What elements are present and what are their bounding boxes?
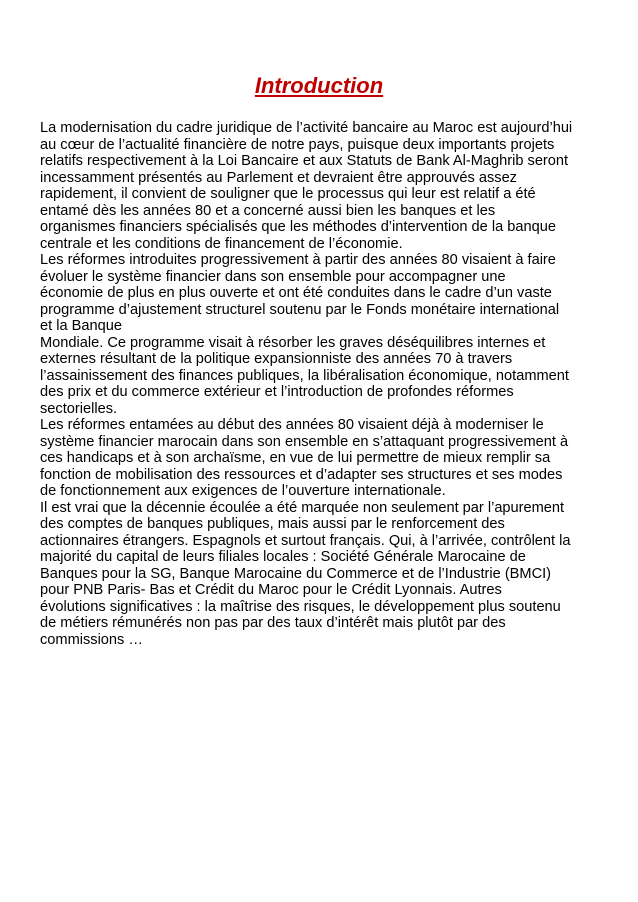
text-line: majorité du capital de leurs filiales locales : Société Générale Marocaine de <box>40 549 526 565</box>
text-line: pour PNB Paris- Bas et Crédit du Maroc pour le Crédit Lyonnais. Autres <box>40 582 502 598</box>
text-line: actionnaires étrangers. Espagnols et surtout français. Qui, à l’arrivée, contrôlent la <box>40 532 571 549</box>
text-line: Mondiale. Ce programme visait à résorber les graves déséquilibres internes et <box>40 334 546 351</box>
text-line: Les réformes entamées au début des années 80 visaient déjà à moderniser le <box>40 417 544 433</box>
text-line: externes résultant de la politique expansionniste des années 70 à travers <box>40 351 513 367</box>
text-line: des prix et du commerce extérieur et l’introduction de profondes réformes <box>40 384 514 400</box>
text-line: de métiers rémunérés non pas par des taux d’intérêt mais plutôt par des <box>40 615 506 631</box>
text-line: centrale et les conditions de financement de l’économie. <box>40 235 403 252</box>
text-line: Banques pour la SG, Banque Marocaine du Commerce et de l’Industrie (BMCI) <box>40 565 552 582</box>
text-line: Il est vrai que la décennie écoulée a été marquée non seulement par l’apurement <box>40 499 565 516</box>
page-title: Introduction <box>254 73 384 98</box>
text-line: au cœur de l’actualité financière de notre pays, puisque deux importants projets <box>40 136 555 153</box>
text-line: ces handicaps et à son archaïsme, en vue de lui permettre de mieux remplir sa <box>40 450 551 466</box>
text-line: système financier marocain dans son ensemble en s’attaquant progressivement à <box>40 433 569 450</box>
text-line: relatifs respectivement à la Loi Bancaire et aux Statuts de Bank Al-Maghrib seront <box>40 153 569 169</box>
text-line: sectorielles. <box>40 400 118 417</box>
text-line: Les réformes introduites progressivement à partir des années 80 visaient à faire <box>40 252 556 268</box>
text-line: rapidement, il convient de souligner que le processus qui leur est relatif a été <box>40 186 536 202</box>
text-line: fonction de mobilisation des ressources et d’adapter ses structures et ses modes <box>40 466 563 483</box>
body-text <box>40 120 620 648</box>
text-line: et la Banque <box>40 318 122 334</box>
text-line: entamé dès les années 80 et a concerné aussi bien les banques et les <box>40 202 496 219</box>
text-line: évoluer le système financier dans son ensemble pour accompagner une <box>40 268 506 285</box>
text-line: commissions … <box>40 631 143 648</box>
text-line: économie de plus en plus ouverte et ont été conduites dans le cadre d’un vaste <box>40 285 552 301</box>
text-line: organismes financiers spécialisés que les méthodes d’intervention de la banque <box>40 219 556 235</box>
text-line: de fonctionnement aux exigences de l’ouverture internationale. <box>40 483 446 499</box>
text-line: des comptes de banques publiques, mais aussi par le renforcement des <box>40 516 505 532</box>
text-line: évolutions significatives : la maîtrise des risques, le développement plus soutenu <box>40 598 561 615</box>
text-line: l’assainissement des finances publiques, la libéralisation économique, notamment <box>40 367 569 384</box>
text-line: programme d’ajustement structurel soutenu par le Fonds monétaire international <box>40 301 560 318</box>
text-line: incessamment présentés au Parlement et devraient être approuvés assez <box>40 169 517 186</box>
text-line: La modernisation du cadre juridique de l’activité bancaire au Maroc est aujourd’hui <box>40 120 573 136</box>
